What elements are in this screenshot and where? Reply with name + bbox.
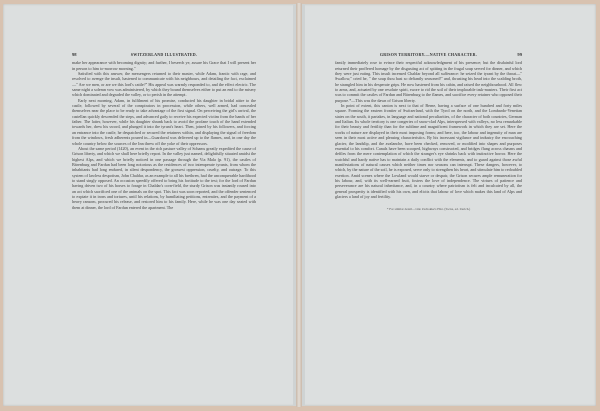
paragraph: make her appearance with becoming dignity; and further, I beseech ye, assure his Grace that I will present her in person to him to-morrow morning." — [72, 60, 256, 71]
footnote: * For similar detail—vide Zschokke's Hist. (Swiss, ed. Zurich.) — [386, 207, 471, 212]
paragraph: In point of extent, this canton is next to that of Berne, having a surface of one hundred and forty miles square. Forming the eastern frontier of Switzerland, with the Tyrol on the north, and the Lombardo-Venetian states on the south, it partakes, in language and national peculiarities, of the character of both countries, German and Italian. Its whole territory is one congeries of snow-clad Alps, interspersed with valleys, no less remarkable for their beauty and fertility than for the sublime and magnificent framework in which they are set. Here the works of nature are displayed in their most imposing forms; and here, too, the labour and ingenuity of man are seen in their most active and pleasing characteristics. By his incessant vigilance and industry the encroaching glacier, the landslip, and the avalanche, have been checked, removed, or modified into shapes and purposes essential to his comfort. Canals have been scooped, highways constructed, and bridges flung across chasms and defiles from the mere contemplation of which the stranger's eye shrinks back with instinctive horror. Here the watchful and hardy native has to maintain a daily conflict with the elements, and to guard against those awful manifestations of natural causes which neither times nor seasons can interrupt. These dangers, however, to which, by the nature of the soil, he is exposed, serve only to strengthen his heart, and stimulate him to redoubled exertion. Amid scenes where the Lowland would starve or despair, the Grison secures ample remuneration for his labour, and, with its well-earned fruit, fosters the love of independence. The virtues of patience and perseverance are his natural inheritance, and, in a country where patriotism is felt and inculcated by all, the general prosperity is identified with his own, and elicits that labour of love which makes this land of Alps and glaciers a land of joy and fertility. — [335, 103, 522, 199]
page-edge — [302, 4, 305, 406]
paragraph: Early next morning, Adam, in fulfilment of his promise, conducted his daughter in bridal attire to the castle, followed by several of the conspirators in procession, while others, well armed, had concealed themselves near the place to be ready to take advantage of the first signal. On perceiving the girl's arrival, the castellan quickly descended the steps, and advanced gaily to receive his expected victim from the hands of her father. The latter, however, while his daughter shrank back to avoid the profane touch of the hand extended towards her, drew his sword, and plunged it into the tyrant's heart. Then, joined by his followers, and forcing an entrance into the castle, he despatched or secured the retainers within, and displaying the signal of freedom from the windows, fresh adherents poured in—Guardaval was delivered up to the flames, and, in one day the whole country below the sources of the Inn threw off the yoke of their oppressors. — [72, 97, 256, 146]
left-text-block — [72, 52, 256, 210]
right-page — [302, 4, 596, 406]
running-title: SWITZERLAND ILLUSTRATED. — [130, 52, 198, 57]
right-running-head — [335, 52, 522, 57]
left-page — [3, 4, 296, 406]
left-running-head — [72, 52, 256, 57]
paragraph: Satisfied with this answer, the messengers returned to their master, while Adam, frantic with rage, and resolved to avenge the insult, hastened to communicate with his neighbours, and detailing the fact, exclaimed—" Are we men, or are we this lord's cattle?" His appeal was warmly responded to, and the effect electric. The same night a solemn vow was administered, by which they bound themselves either to put an end to the misery which dominated and degraded the valley, or to perish in the attempt. — [72, 71, 256, 98]
right-text-block — [335, 52, 522, 213]
paragraph: About the same period (1420), an event in the rich pasture valley of Schams greatly expedited the cause of Grison liberty, and which we shall here briefly report. In the valley just named, delightfully situated amidst the highest Alps, and which we briefly noticed in one passage through the Via Mala (p. 91), the castles of Bärenburg and Fardun had been long notorious as the residences of two intemperate tyrants, from whom the inhabitants had long endured, in silent despondency, the grossest oppression, cruelty, and outrage. To this system of lawless despotism, John Chaldar, as an example to all his brethren, had the unconquerable hardihood to stand singly opposed. An occasion speedily offered to bring his fortitude to the test; for the lord of Fardun having driven two of his horses to forage in Chaldar's corn-field, the sturdy Grison was instantly roused into an act which sacrificed one of the animals on the spot. This fact was soon reported, and the offender sentenced to expiate it in irons and tortures, until his relations, by humiliating petitions, entreaties, and the payment of a heavy ransom, procured his release, and restored him to his family. Here, while he was one day seated with them at dinner, the lord of Fardun entered the apartment. The — [72, 145, 256, 210]
page-number: 99 — [517, 52, 522, 57]
running-title: GRISON TERRITORY.—NATIVE CHARACTER. — [379, 52, 478, 57]
paragraph: family immediately rose to evince their respectful acknowledgment of his presence; but the disdainful lord returned their proffered homage by the disgusting act of spitting in the frugal soup served for dinner, and which they were just eating. This insult incensed Chaldar beyond all sufferance: he seized the tyrant by the throat—" Swallow," cried he, " the soup thou hast so defiantly seasoned!" and, thrusting his head into the scalding broth, he strangled him in his desperate grips. He now hastened from his cabin, and raised the neighbourhood. All flew to arms, and, actuated by one resolute spirit, swore to rid the soil of their implacable task-masters. Their first act was to commit the castles of Fardun and Bärenburg to the flames, and sacrifice every retainer who opposed their purpose.*—This was the dawn of Grison liberty. — [335, 60, 522, 103]
page-number: 98 — [72, 52, 77, 57]
